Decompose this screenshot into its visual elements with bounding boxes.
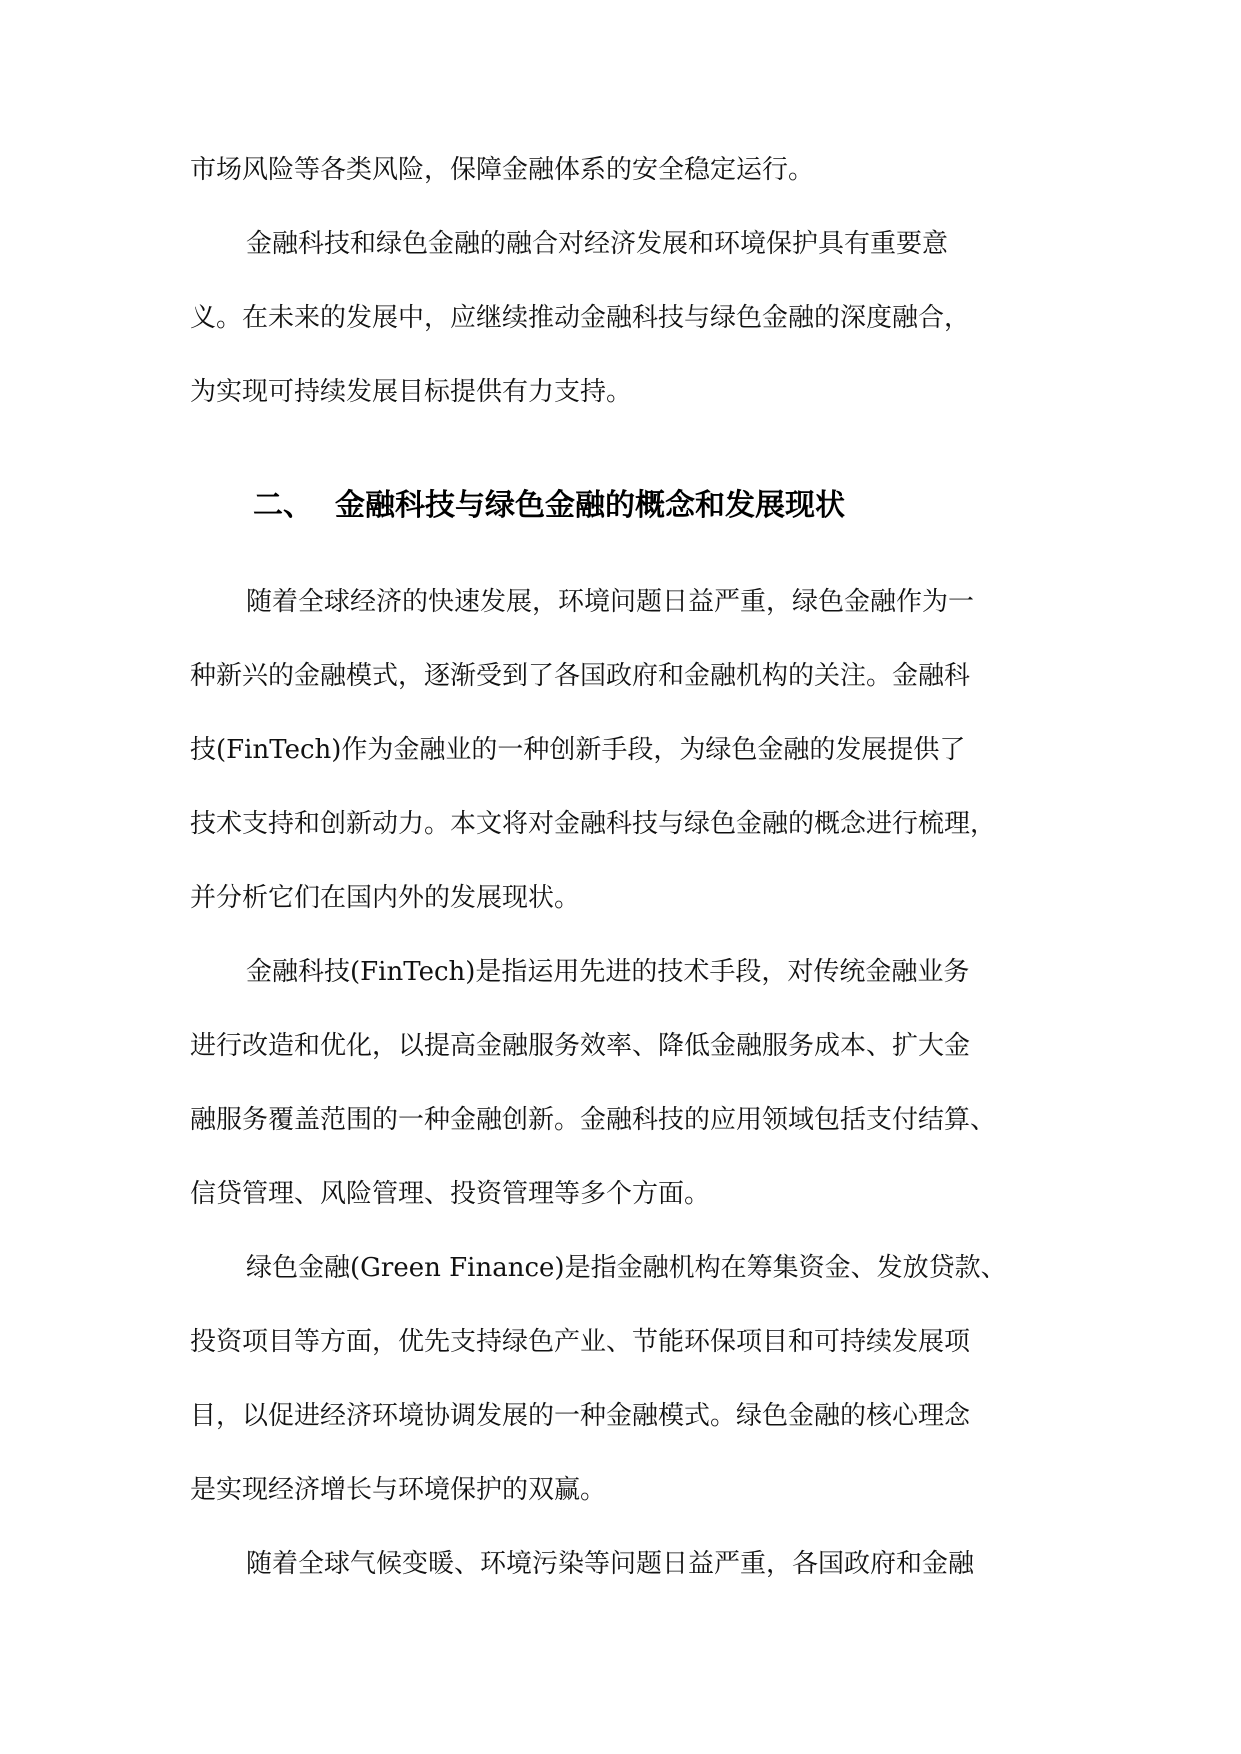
paragraph-line: 投资项目等方面，优先支持绿色产业、节能环保项目和可持续发展项	[190, 1327, 971, 1357]
paragraph-line: 随着全球经济的快速发展，环境问题日益严重，绿色金融作为一	[246, 587, 975, 617]
paragraph-line: 目，以促进经济环境协调发展的一种金融模式。绿色金融的核心理念	[190, 1401, 971, 1431]
paragraph-line: 进行改造和优化，以提高金融服务效率、降低金融服务成本、扩大金	[190, 1031, 971, 1061]
paragraph-line: 信贷管理、风险管理、投资管理等多个方面。	[190, 1179, 711, 1209]
paragraph-line: 技(FinTech)作为金融业的一种创新手段，为绿色金融的发展提供了	[190, 735, 966, 765]
paragraph-line: 并分析它们在国内外的发展现状。	[190, 883, 581, 913]
paragraph-line: 市场风险等各类风险，保障金融体系的安全稳定运行。	[190, 155, 815, 185]
paragraph-line: 绿色金融(Green Finance)是指金融机构在筹集资金、发放贷款、	[246, 1253, 1007, 1283]
paragraph-line: 种新兴的金融模式，逐渐受到了各国政府和金融机构的关注。金融科	[190, 661, 971, 691]
paragraph-line: 金融科技和绿色金融的融合对经济发展和环境保护具有重要意	[246, 229, 949, 259]
paragraph-line: 融服务覆盖范围的一种金融创新。金融科技的应用领域包括支付结算、	[190, 1105, 997, 1135]
paragraph-line: 为实现可持续发展目标提供有力支持。	[190, 377, 633, 407]
paragraph-line: 义。在未来的发展中，应继续推动金融科技与绿色金融的深度融合，	[190, 303, 971, 333]
section-number: 二、	[253, 488, 313, 523]
paragraph-line: 是实现经济增长与环境保护的双赢。	[190, 1475, 607, 1505]
paragraph-line: 金融科技(FinTech)是指运用先进的技术手段，对传统金融业务	[246, 957, 970, 987]
paragraph-line: 技术支持和创新动力。本文将对金融科技与绿色金融的概念进行梳理，	[190, 809, 997, 839]
section-heading	[253, 486, 845, 526]
paragraph-line: 随着全球气候变暖、环境污染等问题日益严重，各国政府和金融	[246, 1549, 975, 1579]
section-title: 金融科技与绿色金融的概念和发展现状	[335, 488, 845, 523]
